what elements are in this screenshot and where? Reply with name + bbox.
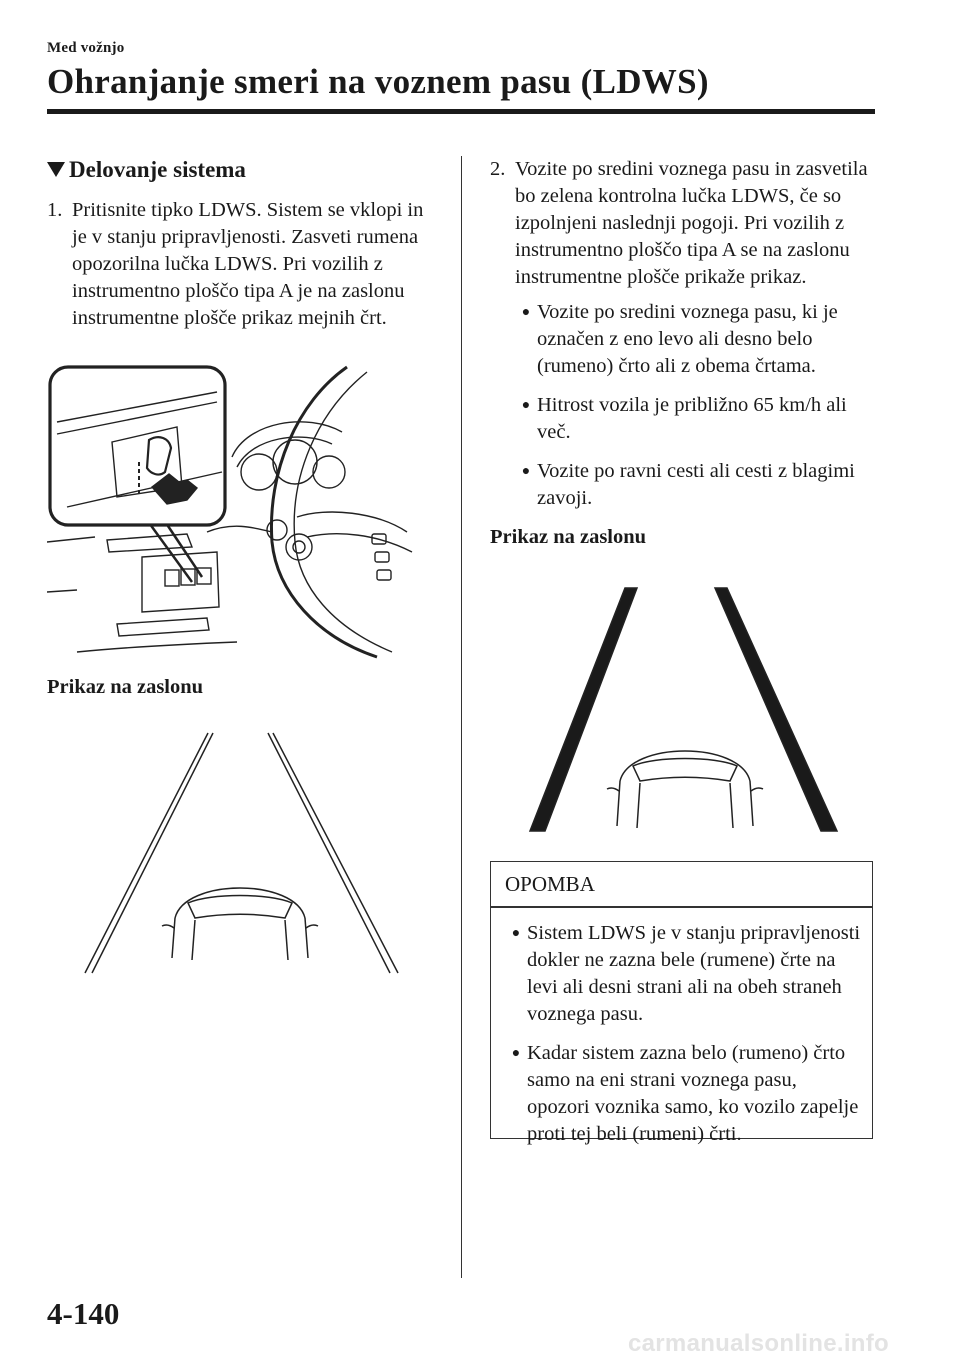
dashboard-illustration	[47, 362, 435, 662]
step-text: Vozite po sredini voznega pasu in zasvetila bo zelena kontrolna lučka LDWS, če so izpolnjeni naslednji pogoji. Pri vozilih z instrumentno ploščo tipa A se na zaslonu instrumentne plošče prikaže prikaz.	[515, 158, 868, 288]
triangle-marker-icon	[47, 162, 65, 177]
step-number: 1.	[47, 199, 63, 221]
list-item: ● Hitrost vozila je približno 65 km/h ali več.	[515, 392, 875, 446]
list-item: ● Vozite po sredini voznega pasu, ki je označen z eno levo ali desno belo (rumeno) črto ali z obema črtama.	[515, 299, 875, 380]
watermark: carmanualsonline.info	[628, 1330, 890, 1357]
bullet-icon: ●	[511, 1045, 521, 1061]
note-box	[490, 861, 873, 1145]
page-title: Ohranjanje smeri na voznem pasu (LDWS)	[47, 62, 709, 101]
column-divider	[461, 156, 462, 1278]
list-item: ● Vozite po ravni cesti ali cesti z blagimi zavoji.	[515, 458, 875, 512]
step-1	[47, 197, 442, 332]
note-list	[491, 908, 872, 1148]
subheading	[47, 156, 442, 183]
bullet-icon: ●	[521, 464, 531, 479]
bullet-icon: ●	[521, 305, 531, 320]
section-label: Med vožnjo	[47, 40, 125, 56]
page-number: 4-140	[47, 1296, 120, 1331]
right-column	[490, 156, 875, 551]
title-rule	[47, 109, 875, 114]
bullet-icon: ●	[521, 398, 531, 413]
lane-lines-display-illustration	[80, 728, 400, 978]
conditions-list	[515, 299, 875, 512]
step-text: Pritisnite tipko LDWS. Sistem se vklopi in je v stanju pripravljenosti. Zasveti rumena opozorilna lučka LDWS. Pri vozilih z instrumentno ploščo tipa A je na zaslonu instrumentne plošče prikaz mejnih črt.	[72, 199, 424, 329]
note-heading: OPOMBA	[505, 872, 595, 896]
bullet-icon: ●	[511, 925, 521, 941]
step-2	[490, 156, 875, 291]
subheading-text: Delovanje sistema	[69, 157, 246, 182]
list-item: ● Kadar sistem zazna belo (rumeno) črto samo na eni strani voznega pasu, opozori voznika samo, ko vozilo zapelje proti tej beli (rumeni) črti.	[505, 1040, 862, 1148]
list-item: ● Sistem LDWS je v stanju pripravljenosti dokler ne zazna bele (rumene) črte na levi ali desni strani ali na obeh straneh voznega pasu.	[505, 920, 862, 1028]
display-caption-left: Prikaz na zaslonu	[47, 676, 204, 698]
display-caption-right: Prikaz na zaslonu	[490, 526, 647, 548]
lane-detected-display-illustration	[525, 586, 840, 836]
step-number: 2.	[490, 158, 506, 180]
left-column	[47, 156, 442, 698]
